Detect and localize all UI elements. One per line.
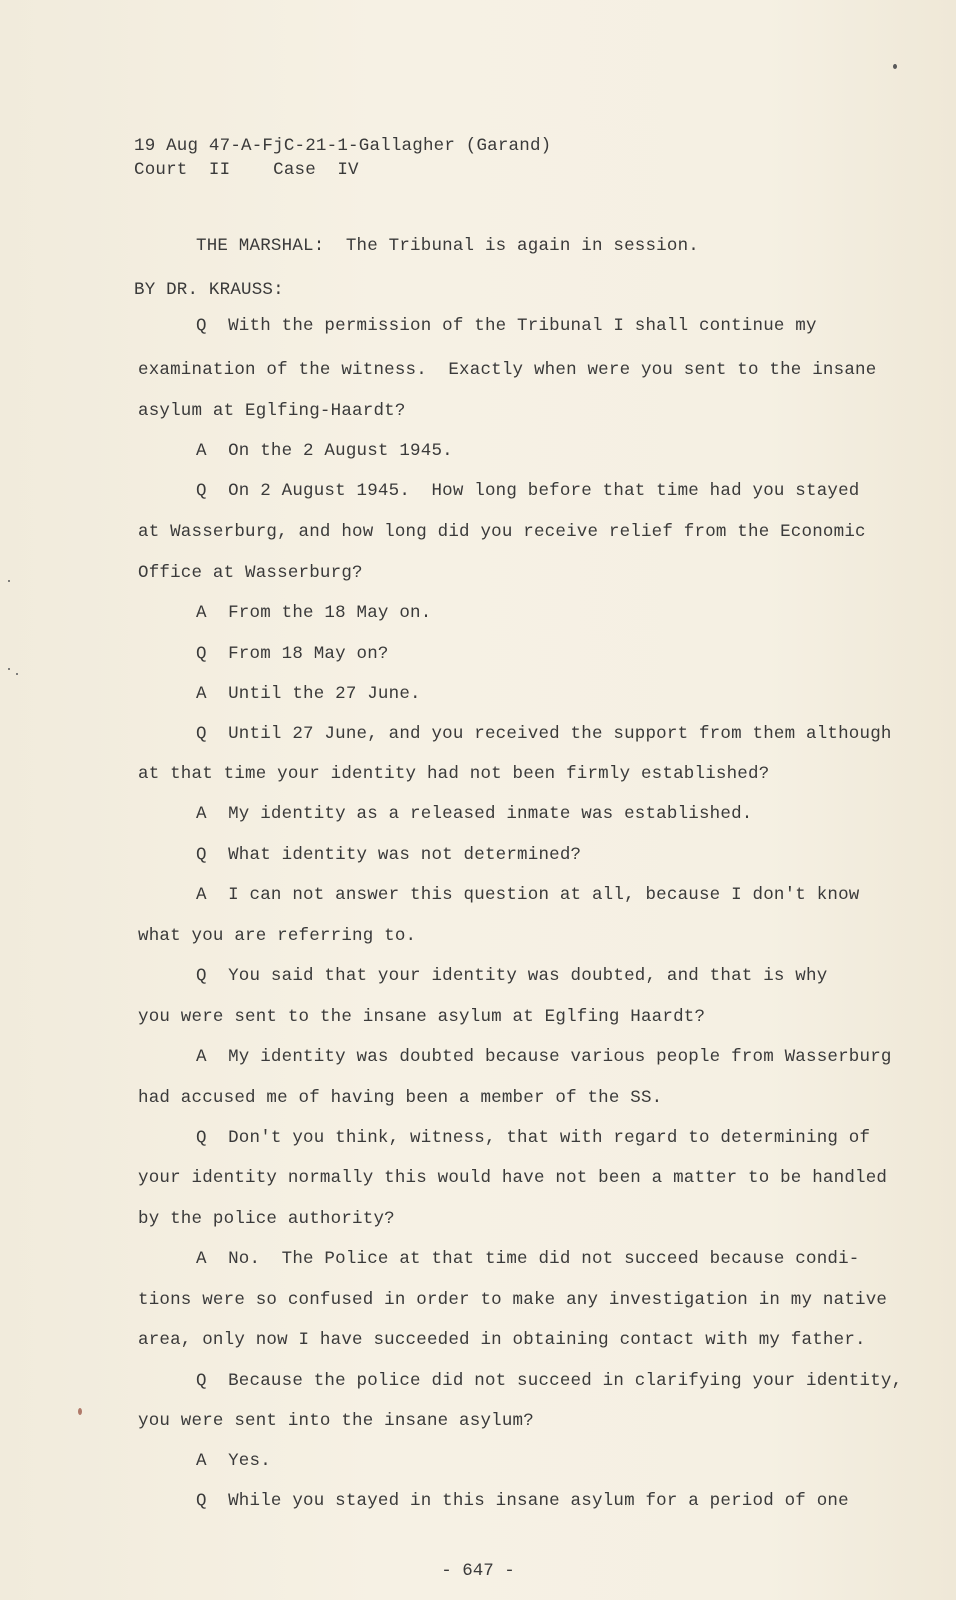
question-continuation: you were sent into the insane asylum?	[138, 1411, 534, 1431]
question-line: Q What identity was not determined?	[196, 845, 582, 865]
paper-speck	[8, 580, 10, 582]
paper-speck	[893, 64, 897, 69]
answer-line: A My identity as a released inmate was established.	[196, 804, 753, 824]
question-line: Q Don't you think, witness, that with regard to determining of	[196, 1128, 871, 1148]
answer-line: A No. The Police at that time did not succeed because condi-	[196, 1249, 860, 1269]
answer-line: A I can not answer this question at all, because I don't know	[196, 885, 860, 905]
answer-continuation: had accused me of having been a member of the SS.	[138, 1088, 663, 1108]
answer-line: A Until the 27 June.	[196, 684, 421, 704]
question-continuation: your identity normally this would have not been a matter to be handled	[138, 1168, 888, 1188]
question-line: Q You said that your identity was doubted, and that is why	[196, 966, 828, 986]
answer-line: A From the 18 May on.	[196, 603, 432, 623]
question-line: Q Because the police did not succeed in clarifying your identity,	[196, 1371, 903, 1391]
question-continuation: you were sent to the insane asylum at Eglfing Haardt?	[138, 1007, 706, 1027]
question-continuation: Office at Wasserburg?	[138, 563, 363, 583]
header-line-2: Court II Case IV	[134, 160, 359, 180]
paper-speck	[8, 668, 10, 670]
question-line: Q With the permission of the Tribunal I shall continue my	[196, 316, 817, 336]
question-continuation: asylum at Eglfing-Haardt?	[138, 401, 406, 421]
question-continuation: examination of the witness. Exactly when were you sent to the insane	[138, 360, 877, 380]
answer-line: A On the 2 August 1945.	[196, 441, 453, 461]
question-continuation: by the police authority?	[138, 1209, 395, 1229]
paper-speck	[16, 673, 18, 675]
question-line: Q On 2 August 1945. How long before that time had you stayed	[196, 481, 860, 501]
examiner-heading: BY DR. KRAUSS:	[134, 280, 284, 300]
answer-continuation: area, only now I have succeeded in obtaining contact with my father.	[138, 1330, 866, 1350]
answer-line: A My identity was doubted because various people from Wasserburg	[196, 1047, 892, 1067]
question-continuation: at Wasserburg, and how long did you receive relief from the Economic	[138, 522, 866, 542]
header-line-1: 19 Aug 47-A-FjC-21-1-Gallagher (Garand)	[134, 136, 552, 156]
marshal-statement: THE MARSHAL: The Tribunal is again in session.	[196, 236, 699, 256]
question-line: Q Until 27 June, and you received the support from them although	[196, 724, 892, 744]
question-line: Q From 18 May on?	[196, 644, 389, 664]
paper-speck	[78, 1408, 82, 1415]
answer-continuation: what you are referring to.	[138, 926, 417, 946]
question-line: Q While you stayed in this insane asylum for a period of one	[196, 1491, 849, 1511]
answer-line: A Yes.	[196, 1451, 271, 1471]
question-continuation: at that time your identity had not been firmly established?	[138, 764, 770, 784]
answer-continuation: tions were so confused in order to make any investigation in my native	[138, 1290, 888, 1310]
page-number: - 647 -	[441, 1561, 515, 1581]
